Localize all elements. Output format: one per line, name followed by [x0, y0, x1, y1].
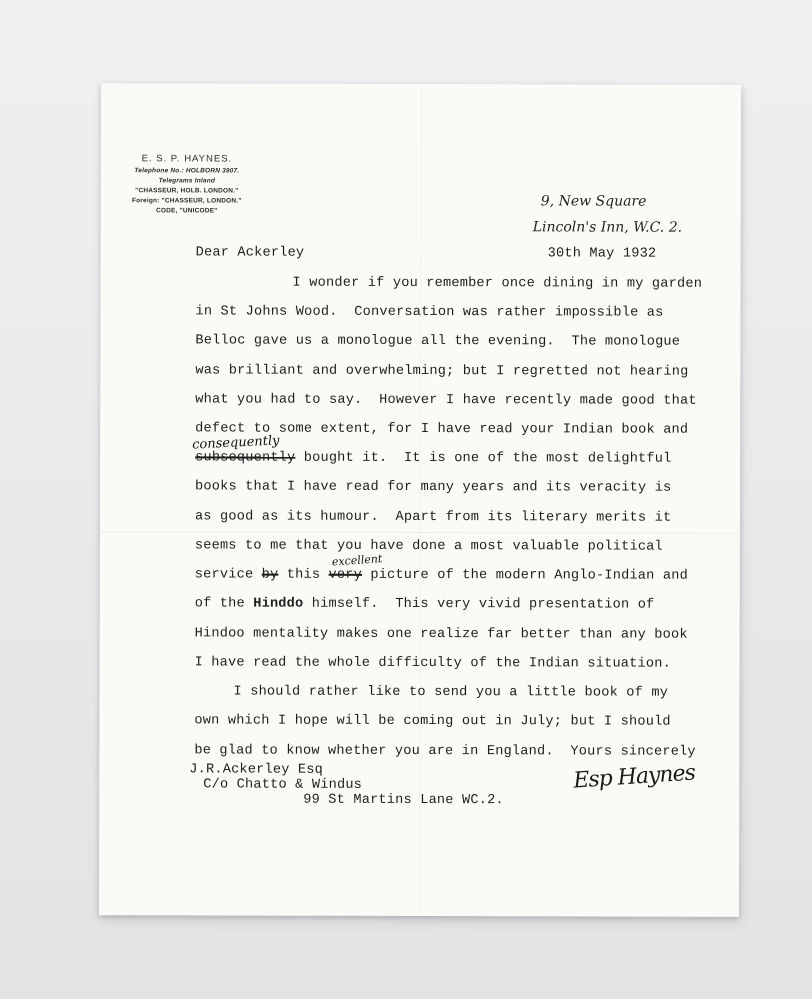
body-line-15: I should rather like to send you a little book of my [233, 684, 669, 701]
letterhead-code: CODE, "UNICODE" [155, 207, 218, 215]
body-line-11 [195, 567, 688, 583]
correction-excellent: excellent [331, 552, 383, 569]
body-line-12-a: of the [194, 596, 254, 612]
body-line-7 [195, 450, 671, 466]
body-line-1: I wonder if you remember once dining in my garden [292, 275, 703, 292]
struck-subsequently: subsequently [195, 450, 296, 466]
body-line-2: in St Johns Wood. Conversation was rather impossible as [195, 304, 664, 321]
body-line-3: Belloc gave us a monologue all the evening. The monologue [195, 333, 681, 350]
correction-consequently: consequently [191, 433, 280, 453]
body-line-11-c: picture of the modern Anglo-Indian and [361, 567, 688, 584]
body-line-11-b: this [278, 567, 329, 583]
body-line-13: Hindoo mentality makes one realize far better than any book [194, 626, 688, 643]
letter-date: 30th May 1932 [547, 246, 657, 262]
body-line-10: seems to me that you have done a most valuable political [194, 538, 663, 555]
word-hinddo: Hinddo [253, 596, 304, 612]
body-line-9: as good as its humour. Apart from its literary merits it [194, 509, 672, 526]
body-line-16: own which I hope will be coming out in July; but I should [194, 713, 671, 730]
letterhead-telephone: Telephone No.: HOLBORN 3907. [134, 167, 240, 175]
letterhead-name: E. S. P. HAYNES. [141, 153, 233, 165]
struck-very: very [328, 567, 363, 583]
body-line-14: I have read the whole difficulty of the Indian situation. [194, 655, 671, 672]
address-line-1: 9, New Square [540, 193, 647, 210]
recipient-care-of: C/o Chatto & Windus [203, 777, 363, 793]
body-line-12 [195, 596, 655, 612]
body-line-7-rest: bought it. It is one of the most delightful [295, 450, 672, 467]
letterhead-telegrams-label: Telegrams Inland [158, 177, 216, 185]
body-line-5: what you had to say. However I have recently made good that [195, 392, 697, 409]
sender-address [533, 188, 683, 240]
body-line-12-b: himself. This very vivid presentation of [303, 596, 655, 613]
letterhead-telegrams-inland: "CHASSEUR, HOLB. LONDON." [135, 187, 239, 195]
address-line-2: Lincoln's Inn, W.C. 2. [532, 219, 683, 236]
recipient-street: 99 St Martins Lane WC.2. [303, 792, 504, 809]
vertical-fold [419, 84, 422, 916]
letter-sheet [99, 83, 741, 917]
body-line-6: defect to some extent, for I have read your Indian book and [195, 421, 689, 438]
recipient-name: J.R.Ackerley Esq [189, 762, 324, 778]
handwritten-signature: Esp Haynes [572, 760, 696, 794]
body-line-11-a: service [194, 567, 262, 583]
body-line-17: be glad to know whether you are in England. Yours sincerely [194, 743, 696, 760]
salutation: Dear Ackerley [195, 245, 305, 261]
letterhead-foreign: Foreign: "CHASSEUR, LONDON." [131, 197, 242, 205]
body-line-4: was brilliant and overwhelming; but I regretted not hearing [195, 363, 689, 380]
letterhead [107, 153, 267, 216]
struck-by: by [261, 567, 279, 583]
body-line-8: books that I have read for many years and its veracity is [195, 479, 672, 496]
